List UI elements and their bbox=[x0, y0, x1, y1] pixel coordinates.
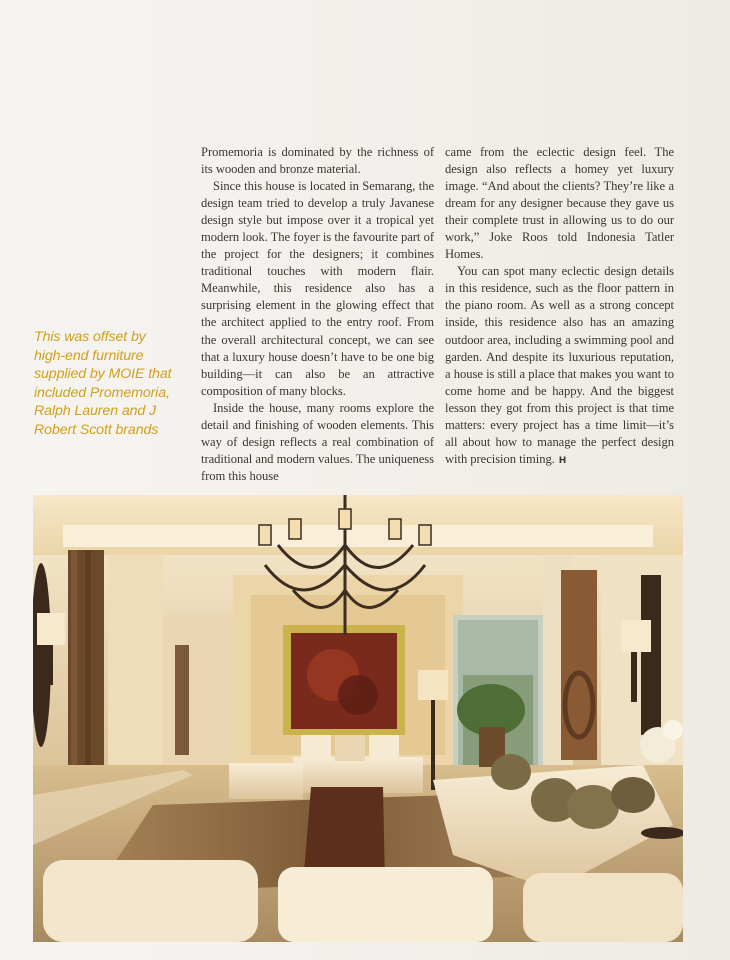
living-room-photo bbox=[33, 495, 683, 942]
paragraph: came from the eclectic design feel. The design also reflects a homey yet luxury image. “And about the clients? They’re like a dream for any designer because they gave us their complete trust in allowing us to do our work,” Joke Roos told Indonesia Tatler Homes. bbox=[445, 145, 674, 262]
paragraph-last bbox=[445, 263, 674, 470]
paragraph: Promemoria is dominated by the richness of its wooden and bronze material. bbox=[201, 145, 434, 177]
article-column-left bbox=[201, 144, 434, 485]
paragraph: Inside the house, many rooms explore the detail and finishing of wooden elements. This way of design reflects a real combination of traditional and modern values. The uniqueness from this house bbox=[201, 400, 434, 483]
end-mark: H bbox=[558, 455, 567, 466]
paragraph: Since this house is located in Semarang, the design team tried to develop a truly Javanese design style but impose over it a tropical yet modern look. The foyer is the favourite part of the project for the designers; it combines traditional touches with modern flair. Meanwhile, this residence also has a surprising element in the glowing effect that the architect applied to the entry roof. From the overall architectural concept, we can see that a luxury house doesn’t have to be one big building—it can also be an attractive composition of many blocks. bbox=[201, 179, 434, 398]
pull-quote: This was offset by high-end furniture supplied by MOIE that included Promemoria, Ralph Lauren and J Robert Scott brands bbox=[34, 329, 172, 438]
living-room-illustration bbox=[33, 495, 683, 942]
article-column-right bbox=[445, 144, 674, 470]
paragraph-text: You can spot many eclectic design details in this residence, such as the floor pattern in the piano room. As well as a strong concept inside, this residence also has an amazing outdoor area, including a swimming pool and garden. And despite its luxurious reputation, a house is still a place that makes you want to come home and be happy. And the biggest lesson they got from this project is that time matters: every project has a time limit—it’s all about how to manage the perfect design with precision timing. bbox=[445, 264, 674, 466]
